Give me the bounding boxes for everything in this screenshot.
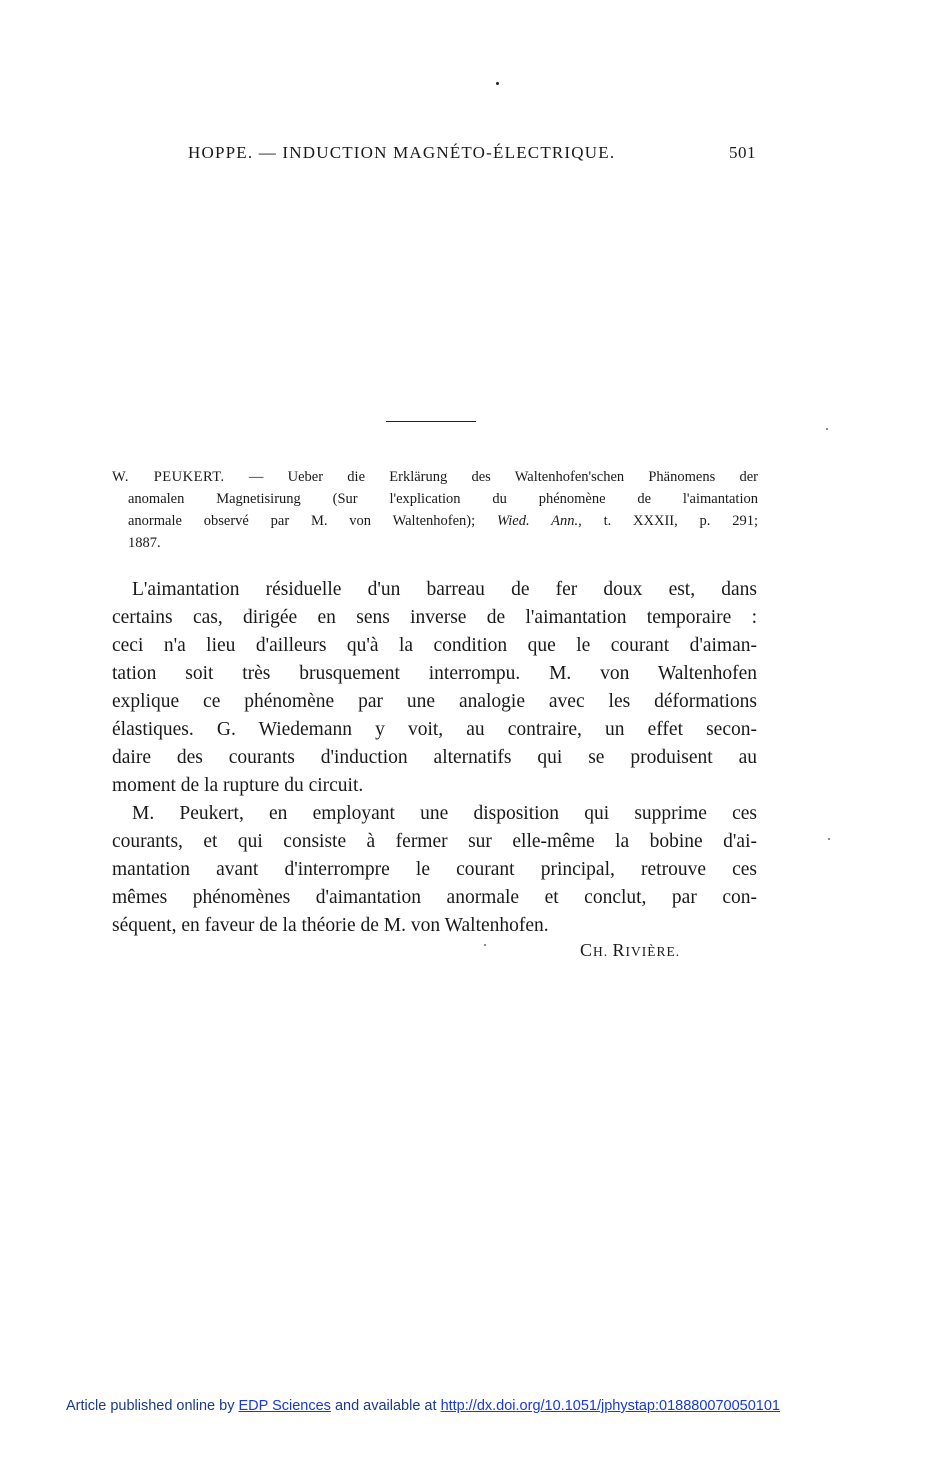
footer-prefix: Article published online by: [66, 1398, 239, 1414]
bibliographic-citation: [112, 466, 758, 554]
body-line: mantation avant d'interrompre le courant principal, retrouve ces: [112, 859, 757, 880]
body-line: mêmes phénomènes d'aimantation anormale et conclut, par con-: [112, 887, 757, 908]
footer-middle: and available at: [330, 1398, 441, 1414]
citation-line: [112, 510, 758, 532]
author-signature: [580, 940, 680, 961]
body-line: explique ce phénomène par une analogie avec les déformations: [112, 691, 757, 712]
body-line: élastiques. G. Wiedemann y voit, au contraire, un effet secon-: [112, 719, 757, 740]
citation-journal: Wied. Ann.,: [496, 513, 582, 529]
scan-speck: [826, 428, 828, 430]
body-line: certains cas, dirigée en sens inverse de l'aimantation temporaire :: [112, 607, 757, 628]
top-mark-dot: [496, 82, 499, 85]
body-line: moment de la rupture du circuit.: [112, 775, 364, 796]
body-line: séquent, en faveur de la théorie de M. von Waltenhofen.: [112, 915, 549, 936]
body-line: ceci n'a lieu d'ailleurs qu'à la condition que le courant d'aiman-: [112, 635, 757, 656]
doi-link[interactable]: http://dx.doi.org/10.1051/jphystap:018880070050101: [440, 1398, 780, 1414]
citation-year: 1887.: [128, 535, 161, 551]
citation-volume: t. XXXII, p. 291;: [581, 513, 758, 529]
body-line: tation soit très brusquement interrompu. M. von Waltenhofen: [112, 663, 757, 684]
signature-initial-h: H.: [593, 944, 613, 959]
body-line: M. Peukert, en employant une disposition qui supprime ces: [132, 803, 757, 824]
publisher-link[interactable]: EDP Sciences: [238, 1398, 331, 1414]
citation-line: anomalen Magnetisirung (Sur l'explication du phénomène de l'aimantation: [128, 491, 758, 507]
running-head: HOPPE. — INDUCTION MAGNÉTO-ÉLECTRIQUE.: [188, 143, 616, 162]
body-line: courants, et qui consiste à fermer sur elle-même la bobine d'ai-: [112, 831, 757, 852]
citation-line: [112, 466, 758, 488]
body-line: daire des courants d'induction alternatifs qui se produisent au: [112, 747, 757, 768]
citation-author: W. PEUKERT.: [112, 469, 225, 485]
citation-title-start: — Ueber die Erklärung des Waltenhofen'schen Phänomens der: [224, 469, 758, 485]
article-body: [112, 576, 757, 940]
citation-text: anormale observé par M. von Waltenhofen);: [128, 513, 497, 529]
page-number: 501: [729, 143, 756, 162]
publication-footer: [66, 1398, 780, 1414]
signature-initial-r: R: [612, 940, 626, 960]
section-divider: [386, 421, 476, 422]
scan-speck: [828, 838, 830, 840]
body-line: L'aimantation résiduelle d'un barreau de fer doux est, dans: [132, 579, 757, 600]
signature-surname: IVIÈRE.: [625, 944, 681, 959]
scan-speck: [484, 944, 486, 946]
signature-initial-c: C: [580, 940, 594, 960]
